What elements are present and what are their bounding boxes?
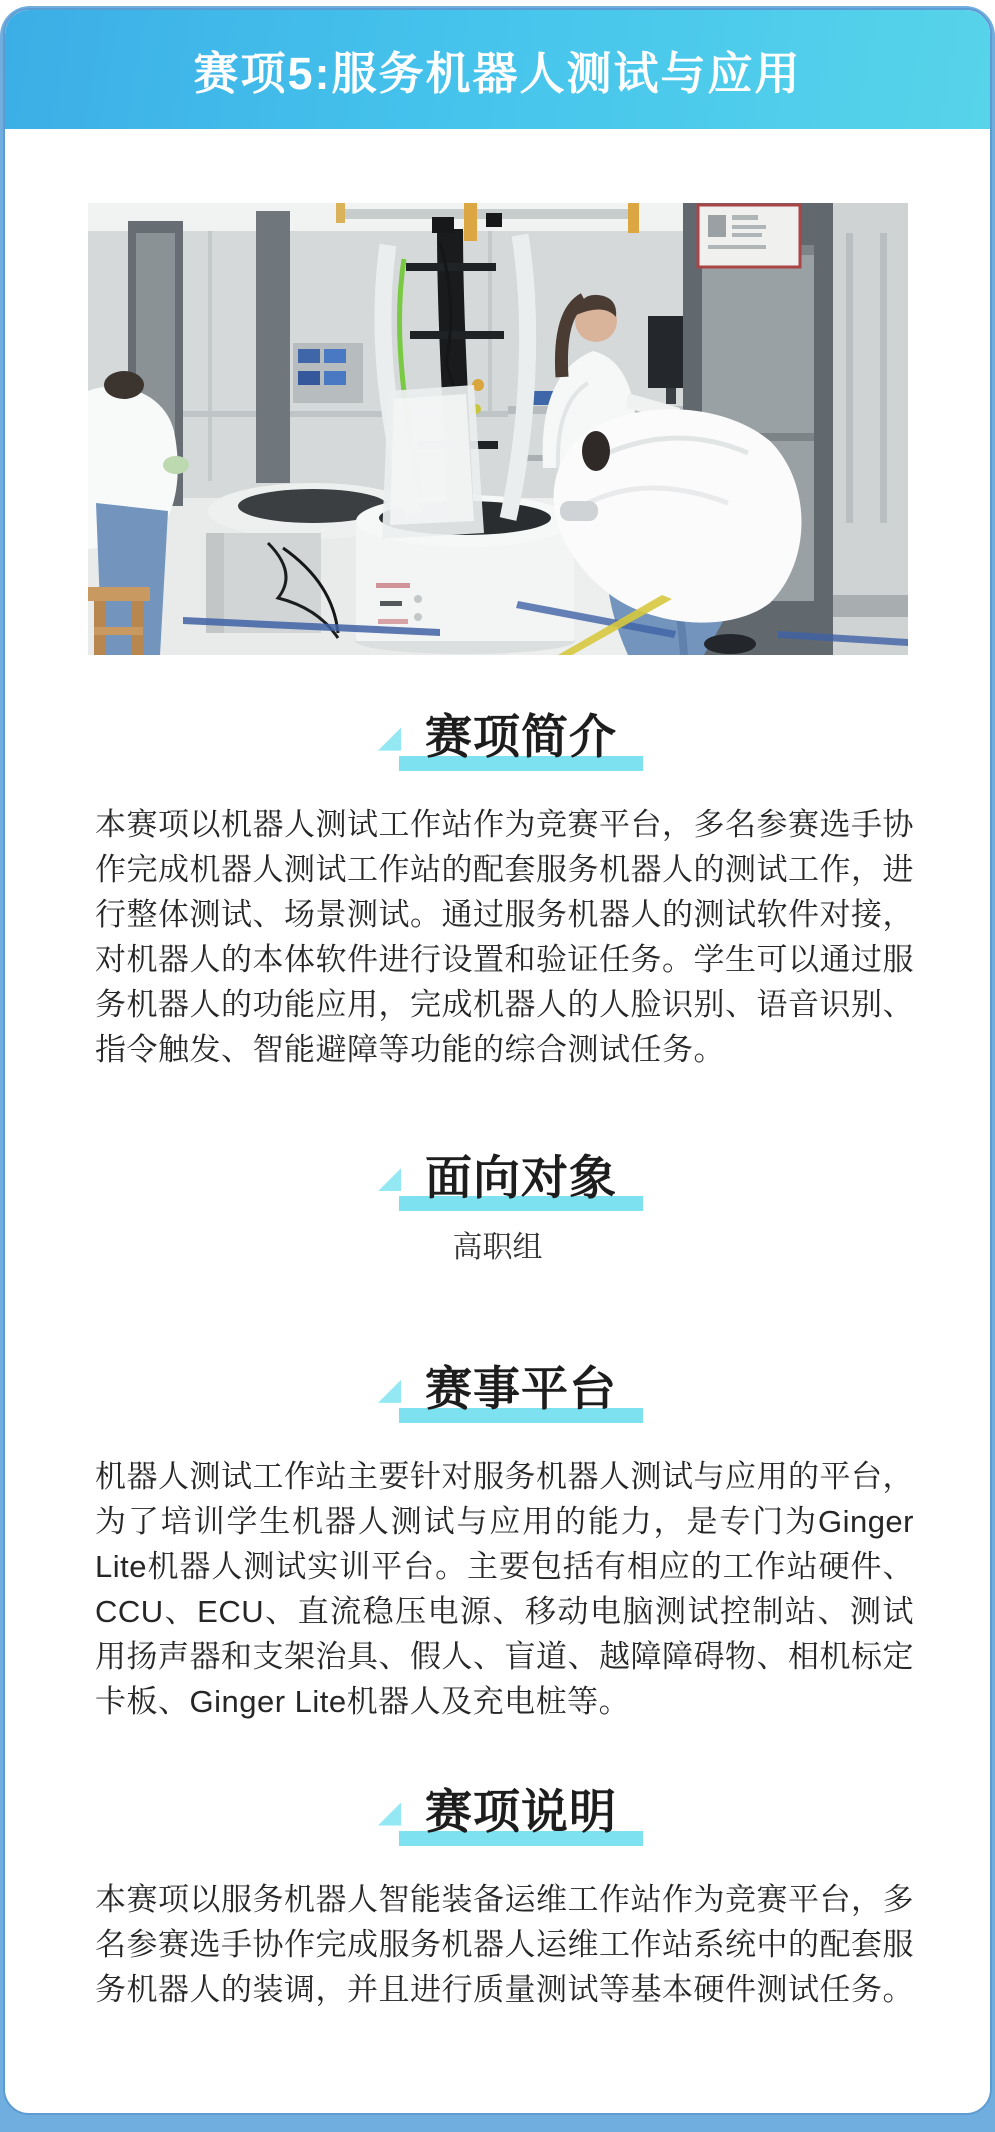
section-body-description: 本赛项以服务机器人智能装备运维工作站作为竞赛平台，多名参赛选手协作完成服务机器人运维工作站系统中的配套服务机器人的装调，并且进行质量测试等基本硬件测试任务。 <box>95 1881 914 2007</box>
page-title: 赛项5:服务机器人测试与应用 <box>193 48 802 99</box>
section-title-wrap <box>425 711 617 764</box>
section-title: 赛项简介 <box>425 710 617 763</box>
triangle-icon <box>378 1803 401 1826</box>
section-heading-audience <box>5 1152 990 1205</box>
section-title-wrap <box>425 1786 617 1839</box>
section-body-intro: 本赛项以机器人测试工作站作为竞赛平台，多名参赛选手协作完成机器人测试工作站的配套服务机器人的测试工作，进行整体测试、场景测试。通过服务机器人的测试软件对接，对机器人的本体软件进行设置和验证任务。学生可以通过服务机器人的功能应用，完成机器人的人脸识别、语音识别、指令触发、智能避障等功能的综合测试任务。 <box>95 806 914 1067</box>
triangle-icon <box>378 1168 401 1191</box>
robot-lab-photo <box>88 203 908 655</box>
section-title: 面向对象 <box>425 1150 617 1204</box>
section-heading-platform <box>5 1363 990 1416</box>
section-heading-intro <box>5 711 990 764</box>
section-title: 赛事平台 <box>425 1362 617 1416</box>
triangle-icon <box>378 728 401 751</box>
content-card <box>3 8 992 2115</box>
page-header <box>5 10 990 129</box>
section-title-wrap <box>425 1363 617 1416</box>
section-title: 赛项说明 <box>425 1784 617 1838</box>
section-body-platform: 机器人测试工作站主要针对服务机器人测试与应用的平台，为了培训学生机器人测试与应用的能力，是专门为Ginger Lite机器人测试实训平台。主要包括有相应的工作站硬件、CCU、ECU、直流稳压电源、移动电脑测试控制站、测试用扬声器和支架治具、假人、盲道、越障障碍物、相机标定卡板、Ginger Lite机器人及充电桩等。 <box>95 1458 914 1719</box>
section-heading-description <box>5 1786 990 1839</box>
section-title-wrap <box>425 1152 617 1205</box>
triangle-icon <box>378 1380 401 1403</box>
section-body-audience: 高职组 <box>452 1231 543 1265</box>
